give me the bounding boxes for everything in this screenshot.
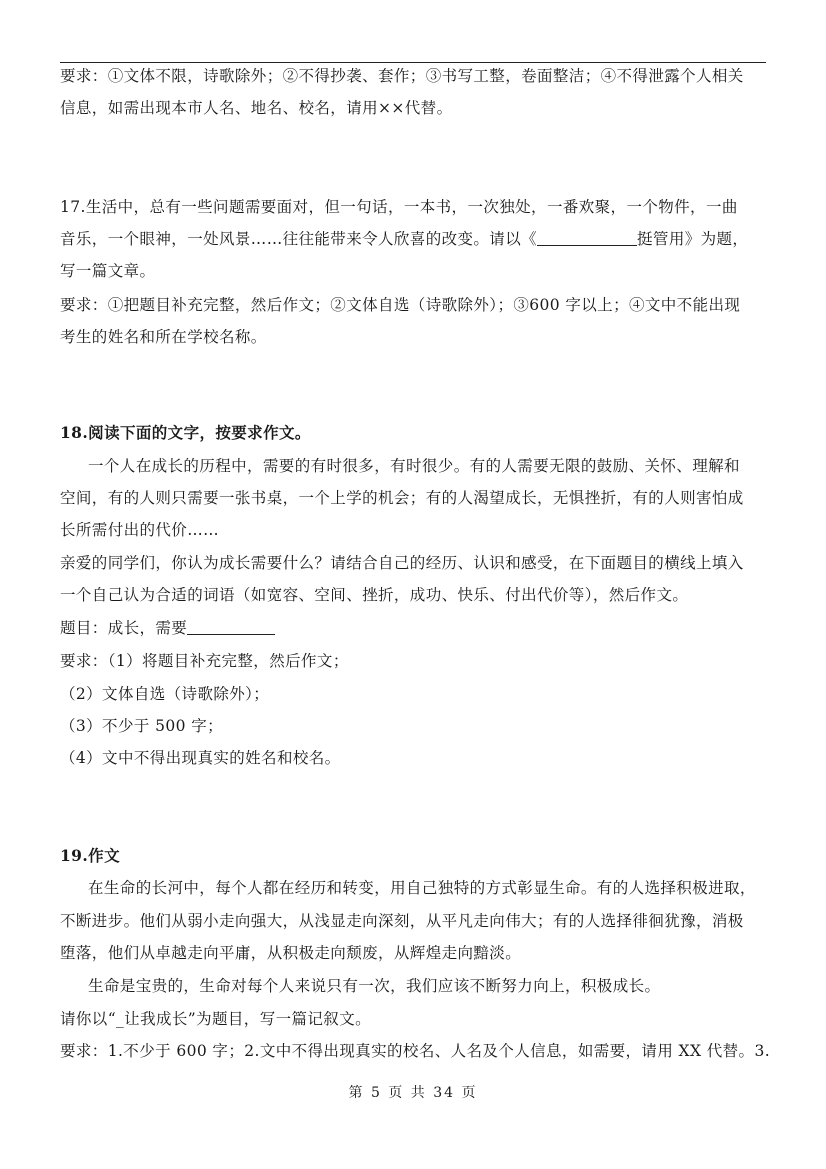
- q17-prompt-line-2-end: 挺管用》为题，: [637, 230, 749, 248]
- q18-paragraph-line-5: 一个自己认为合适的词语（如宽容、空间、挫折，成功、快乐、付出代价等），然后作文。: [60, 586, 689, 604]
- q18-title-blank: [187, 619, 275, 635]
- q18-paragraph-line-4: 亲爱的同学们，你认为成长需要什么？请结合自己的经历、认识和感受，在下面题目的横线上填入: [60, 554, 744, 572]
- q18-requirement-4: （4）文中不得出现真实的姓名和校名。: [60, 749, 341, 767]
- q19-paragraph-line-1: 在生命的长河中，每个人都在经历和转变，用自己独特的方式彰显生命。有的人选择积极进取，: [88, 879, 756, 897]
- q18-requirement-2: （2）文体自选（诗歌除外）；: [60, 685, 270, 703]
- q18-paragraph-line-1: 一个人在成长的历程中，需要的有时很多，有时很少。有的人需要无限的鼓励、关怀、理解和: [88, 457, 740, 475]
- q18-title-label: 题目：成长，需要: [60, 619, 188, 637]
- intro-requirements-line-1: 要求：①文体不限，诗歌除外；②不得抄袭、套作；③书写工整，卷面整洁；④不得泄露个人相关: [60, 67, 744, 85]
- q19-requirements-line: 要求：1.不少于 600 字；2.文中不得出现真实的校名、人名及个人信息，如需要，请用 XX 代替。3.: [60, 1042, 771, 1060]
- q17-requirements-line-1: 要求：①把题目补充完整，然后作文；②文体自选（诗歌除外）；③600 字以上；④文中不能出现: [60, 296, 741, 314]
- q19-paragraph-line-2: 不断进步。他们从弱小走向强大，从浅显走向深刻，从平凡走向伟大；有的人选择徘徊犹豫，消极: [60, 912, 744, 930]
- q19-paragraph-line-4: 生命是宝贵的，生命对每个人来说只有一次，我们应该不断努力向上，积极成长。: [88, 977, 661, 995]
- q19-paragraph-line-5: 请你以“_让我成长”为题目，写一篇记叙文。: [60, 1010, 371, 1028]
- q19-paragraph-line-3: 堕落，他们从卓越走向平庸，从积极走向颓废，从辉煌走向黯淡。: [60, 944, 522, 962]
- q18-paragraph-line-3: 长所需付出的代价……: [60, 521, 220, 539]
- q19-heading: 19.作文: [60, 846, 120, 865]
- q18-paragraph-line-2: 空间，有的人则只需要一张书桌，一个上学的机会；有的人渴望成长，无惧挫折，有的人则害怕成: [60, 489, 744, 507]
- intro-requirements-line-2: 信息，如需出现本市人名、地名、校名，请用××代替。: [60, 99, 453, 117]
- q18-requirement-3: （3）不少于 500 字；: [60, 717, 224, 735]
- top-rule: [60, 62, 766, 63]
- page-number-footer: 第 5 页 共 34 页: [348, 1085, 478, 1101]
- q18-requirement-1: 要求：（1）将题目补充完整，然后作文；: [60, 652, 349, 670]
- q17-requirements-line-2: 考生的姓名和所在学校名称。: [60, 328, 267, 346]
- q17-prompt-line-3: 写一篇文章。: [60, 262, 156, 280]
- q17-prompt-line-2: [60, 229, 780, 249]
- q17-title-blank: [537, 230, 637, 246]
- q18-heading: 18.阅读下面的文字，按要求作文。: [60, 423, 311, 442]
- q17-prompt-line-2-start: 音乐，一个眼神，一处风景……往往能带来令人欣喜的改变。请以《: [60, 230, 538, 248]
- q18-title-line: [60, 618, 780, 638]
- q17-prompt-line-1: 17.生活中，总有一些问题需要面对，但一句话，一本书，一次独处，一番欢聚，一个物件，一曲: [60, 198, 738, 216]
